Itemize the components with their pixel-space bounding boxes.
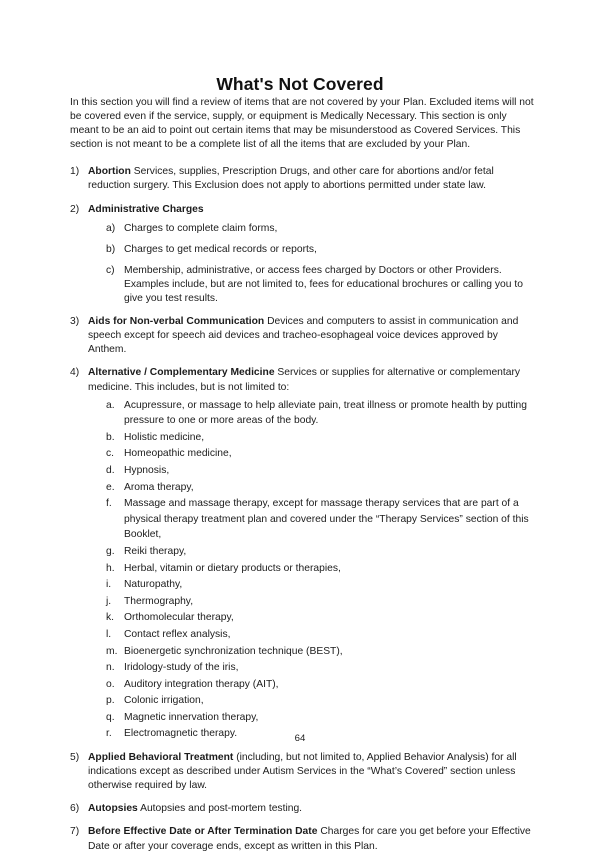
exclusion-item-term: Applied Behavioral Treatment (88, 752, 234, 764)
page-number: 64 (294, 733, 306, 744)
exclusion-subitem (106, 243, 538, 257)
exclusion-subitem (106, 264, 538, 306)
exclusion-subitem-text: Magnetic innervation therapy, (124, 711, 259, 723)
exclusion-subitem-marker: a) (106, 222, 116, 234)
exclusion-subitem-marker: b. (106, 431, 115, 443)
exclusion-subitem-text: Colonic irrigation, (124, 695, 204, 707)
exclusion-subitem-text: Massage and massage therapy, except for massage therapy services that are part of a physical therapy treatment plan and covered under the “Therapy Services” section of this Booklet, (124, 498, 529, 541)
exclusion-subitem-marker: i. (106, 579, 112, 591)
exclusion-item-marker: 5) (70, 752, 80, 764)
exclusion-item-term: Administrative Charges (88, 203, 204, 215)
exclusion-item-term: Before Effective Date or After Termination Date (88, 826, 318, 838)
exclusion-item-body (88, 802, 538, 816)
exclusion-item-text: (including, but not limited to, Applied Behavior Analysis) for all indications except as described under Autism Services in the “What’s Covered” section unless otherwise required by law. (88, 752, 517, 792)
exclusion-subitem-marker: j. (106, 595, 112, 607)
exclusion-subitem-marker: b) (106, 243, 116, 255)
exclusion-item-text: Devices and computers to assist in communication and speech except for speech aid devices and tracheo-esophageal voice devices approved by Anthem. (88, 316, 519, 356)
exclusion-subitem-marker: p. (106, 695, 115, 707)
exclusion-item-body (88, 366, 538, 394)
exclusion-subitem-marker: o. (106, 678, 115, 690)
exclusion-subitem (106, 660, 538, 676)
exclusion-list (70, 165, 538, 853)
exclusion-subitem (106, 577, 538, 593)
exclusion-subitem (106, 610, 538, 626)
exclusion-subitem-marker: g. (106, 545, 115, 557)
exclusion-subitem-marker: f. (106, 498, 112, 510)
exclusion-subitem-text: Acupressure, or massage to help alleviate pain, treat illness or promote health by putting pressure to one or more areas of the body. (124, 399, 527, 427)
exclusion-item (70, 165, 538, 193)
exclusion-subitem-text: Charges to get medical records or reports, (124, 243, 317, 255)
page-title: What's Not Covered (216, 73, 384, 94)
exclusion-item-body (88, 751, 538, 793)
exclusion-item-marker: 7) (70, 826, 80, 838)
exclusion-item-marker: 1) (70, 166, 80, 178)
exclusion-item (70, 366, 538, 742)
exclusion-item-term: Alternative / Complementary Medicine (88, 367, 275, 379)
exclusion-item (70, 751, 538, 793)
exclusion-subitem-marker: e. (106, 481, 115, 493)
exclusion-item (70, 825, 538, 853)
exclusion-subitem-text: Thermography, (124, 595, 194, 607)
exclusion-item-text: Autopsies and post-mortem testing. (137, 803, 303, 815)
exclusion-item-body (88, 825, 538, 853)
exclusion-subitem (106, 398, 538, 429)
exclusion-subitem-marker: a. (106, 399, 115, 411)
exclusion-subitem-list (88, 398, 538, 742)
exclusion-item-term: Autopsies (88, 803, 138, 815)
exclusion-subitem (106, 644, 538, 660)
exclusion-subitem-text: Iridology-study of the iris, (124, 662, 239, 674)
exclusion-item-marker: 2) (70, 203, 80, 215)
exclusion-subitem (106, 463, 538, 479)
exclusion-subitem-marker: c) (106, 264, 115, 276)
exclusion-subitem-text: Electromagnetic therapy. (124, 728, 238, 740)
exclusion-subitem-text: Aroma therapy, (124, 481, 194, 493)
exclusion-subitem (106, 446, 538, 462)
exclusion-subitem-text: Auditory integration therapy (AIT), (124, 678, 279, 690)
exclusion-subitem-text: Bioenergetic synchronization technique (BEST), (124, 645, 343, 657)
exclusion-subitem-text: Hypnosis, (124, 464, 170, 476)
exclusion-subitem (106, 222, 538, 236)
exclusion-item-marker: 4) (70, 367, 80, 379)
exclusion-item-body (88, 203, 538, 217)
exclusion-subitem-text: Herbal, vitamin or dietary products or therapies, (124, 562, 341, 574)
exclusion-item-text: Charges for care you get before your Effective Date or after your coverage ends, except as written in this Plan. (88, 826, 531, 852)
exclusion-item-text: Services or supplies for alternative or complementary medicine. This includes, but is not limited to: (88, 367, 521, 393)
exclusion-subitem-text: Homeopathic medicine, (124, 448, 232, 460)
exclusion-subitem (106, 627, 538, 643)
exclusion-subitem (106, 693, 538, 709)
exclusion-item-body (88, 315, 538, 357)
exclusion-subitem-marker: k. (106, 612, 115, 624)
exclusion-subitem-text: Membership, administrative, or access fees charged by Doctors or other Providers. Examples include, but are not limited to, fees for educational brochures or calling you to give you test results. (124, 264, 523, 305)
exclusion-subitem-text: Naturopathy, (124, 579, 183, 591)
exclusion-item-term: Abortion (88, 166, 131, 178)
exclusion-subitem (106, 561, 538, 577)
exclusion-item-text: Services, supplies, Prescription Drugs, and other care for abortions and/or fetal reduction surgery. This Exclusion does not apply to abortions permitted under state law. (88, 166, 494, 192)
exclusion-item-body (88, 165, 538, 193)
exclusion-subitem-marker: d. (106, 464, 115, 476)
exclusion-subitem-marker: h. (106, 562, 115, 574)
exclusion-subitem-text: Holistic medicine, (124, 431, 205, 443)
exclusion-subitem-text: Charges to complete claim forms, (124, 222, 278, 234)
exclusion-subitem (106, 710, 538, 726)
exclusion-subitem-marker: n. (106, 662, 115, 674)
exclusion-subitem-text: Reiki therapy, (124, 545, 187, 557)
exclusion-subitem (106, 594, 538, 610)
exclusion-item-marker: 6) (70, 803, 80, 815)
exclusion-subitem-marker: m. (106, 645, 118, 657)
exclusion-item-marker: 3) (70, 316, 80, 328)
exclusion-item (70, 315, 538, 357)
exclusion-subitem-marker: l. (106, 628, 112, 640)
exclusion-subitem (106, 544, 538, 560)
exclusion-subitem-text: Contact reflex analysis, (124, 628, 231, 640)
exclusion-subitem (106, 496, 538, 543)
exclusion-subitem (106, 430, 538, 446)
exclusion-item (70, 203, 538, 307)
exclusion-subitem-marker: q. (106, 711, 115, 723)
exclusion-subitem-text: Orthomolecular therapy, (124, 612, 234, 624)
exclusion-subitem (106, 480, 538, 496)
exclusion-item (70, 802, 538, 816)
exclusion-subitem (106, 677, 538, 693)
exclusion-subitem-marker: r. (106, 728, 112, 740)
exclusion-subitem-marker: c. (106, 448, 115, 460)
exclusion-item-term: Aids for Non-verbal Communication (88, 316, 265, 328)
exclusion-subitem-list (88, 222, 538, 306)
intro-paragraph: In this section you will find a review of items that are not covered by your Plan. Excluded items will not be covered even if the service, supply, or equipment is Medically Necessary. This section is only meant to be an aid to point out certain items that may be misunderstood as Covered Services. This section is not meant to be a complete list of all the items that are excluded by your Plan. (70, 97, 534, 151)
